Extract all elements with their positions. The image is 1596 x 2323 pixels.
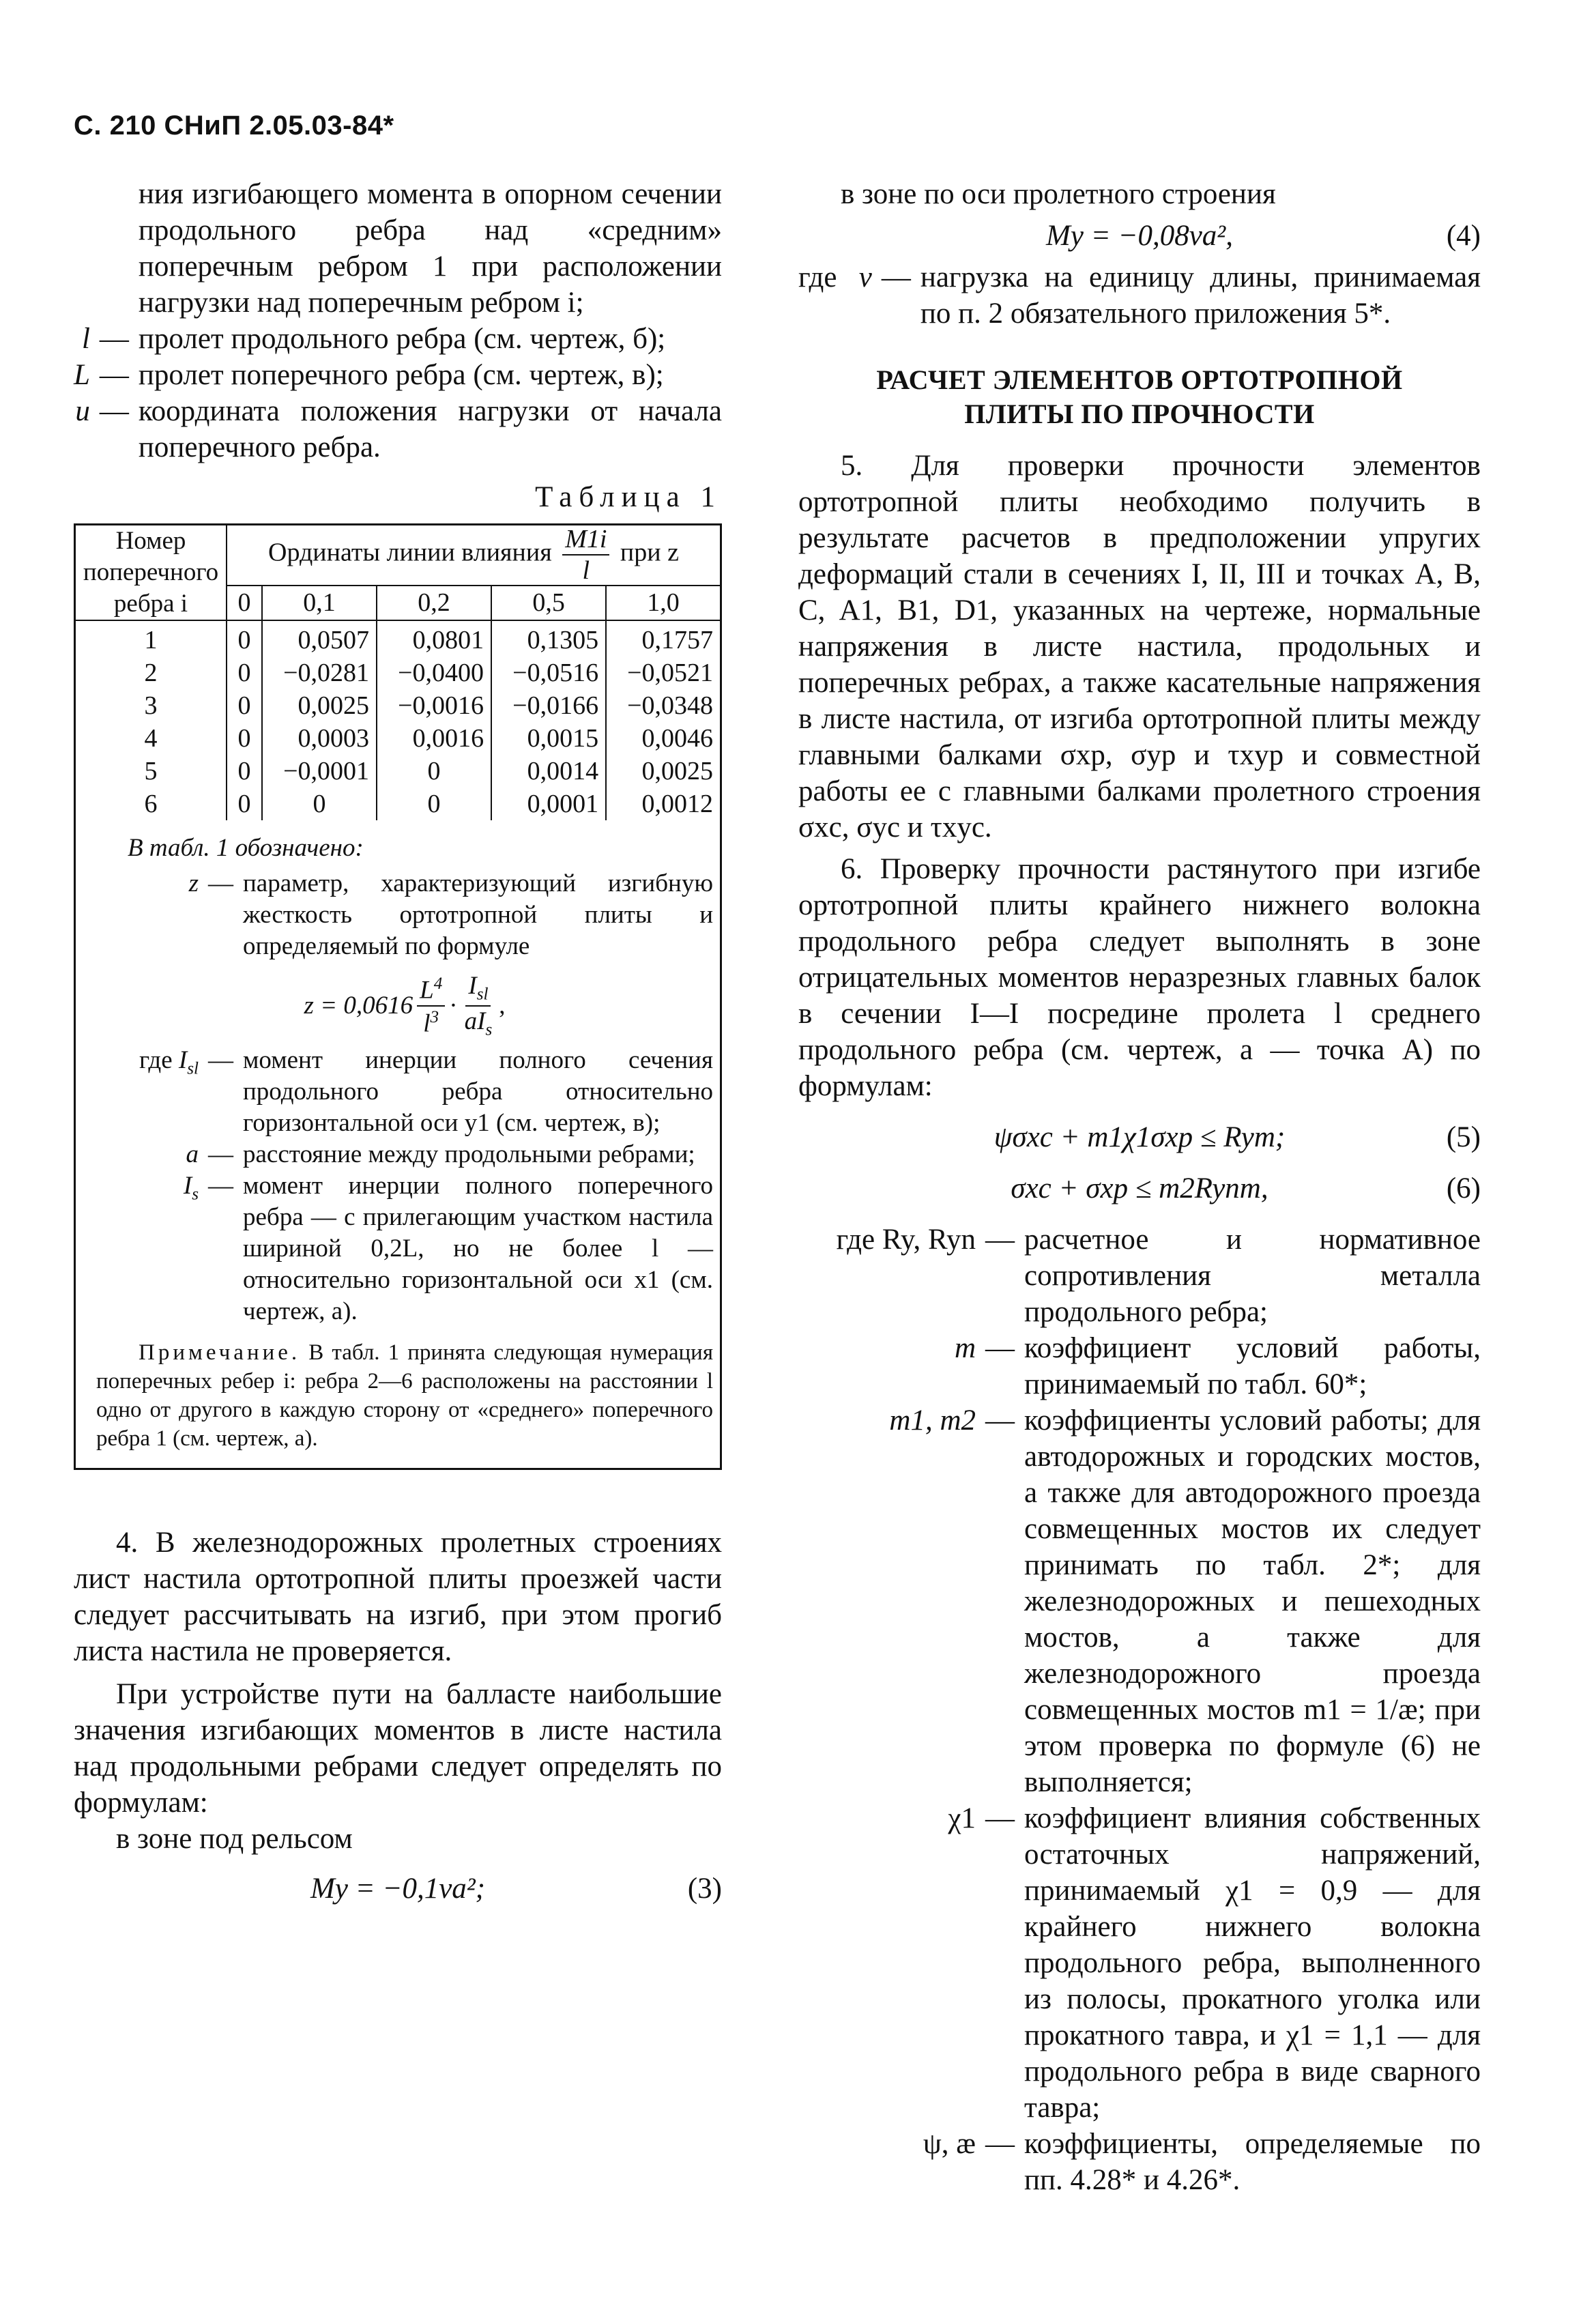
- def-sym-continued: [74, 176, 90, 321]
- def-text-Isl: момент инерции полного сечения продольного ребра относительно горизонтальной оси y1 (см. чертеж, в);: [243, 1046, 713, 1138]
- z-frac-2-den: $aI_s$: [464, 1007, 493, 1039]
- paragraph-6: 6. Проверку прочности растянутого при изгибе ортотропной плиты крайнего нижнего волокна продольного ребра следует выполнять в зоне отрицательных моментов неразрезных главных балок в сечении I—I посредине пролета l среднего продольного ребра (см. чертеж, а — точка A) по формулам:: [798, 853, 1481, 1102]
- def-text-z: параметр, характеризующий изгибную жесткость ортотропной плиты и определяемый по формуле: [243, 869, 713, 960]
- cell: −0,0400: [377, 656, 491, 689]
- z-frac-1: [417, 975, 445, 1036]
- formula-5: [798, 1119, 1481, 1155]
- cell: 0,0016: [377, 722, 491, 755]
- table-row: [76, 722, 720, 755]
- cell: 0,0046: [606, 722, 720, 755]
- cell: 0,0507: [262, 620, 377, 656]
- formula-4-number: (4): [1446, 220, 1481, 252]
- cell: −0,0521: [606, 656, 720, 689]
- cell: 0: [227, 689, 262, 722]
- z-header-3: 0,5: [491, 586, 606, 620]
- def-text-l: пролет продольного ребра (см. чертеж, б);: [138, 323, 666, 355]
- cell: 6: [76, 788, 227, 820]
- def-dash: —: [208, 1046, 233, 1075]
- cell: −0,0348: [606, 689, 720, 722]
- def-dash: —: [99, 395, 129, 427]
- formula-6-expr: σxc + σxp ≤ m2Rynm,: [1011, 1172, 1268, 1204]
- cell: 0: [227, 656, 262, 689]
- z-frac-2: [462, 973, 495, 1038]
- paragraph-5: 5. Для проверки прочности элементов ортотропной плиты необходимо получить в результате расчетов в предположении упругих деформаций стали в сечениях I, II, III и точках A, B, C, A1, B1, D1, указанных на чертеже, нормальные напряжения в листе настила, продольных и поперечных ребрах, а также касательные напряжения в листе настила, от изгиба ортотропной плиты между главными балками σxp, σyp и τxyp и совместной работы ее с главными балками пролетного строения σxc, σyc и τxyc.: [798, 450, 1481, 843]
- cell: 4: [76, 722, 227, 755]
- def-dash: —: [881, 261, 911, 293]
- note-text: В табл. 1 принята следующая нумерация поперечных ребер i: ребра 2—6 расположены на расстоянии l одно от другого в каждую сторону от «среднего» поперечного ребра 1 (см. чертеж, а).: [96, 1340, 713, 1452]
- frac-den: l: [582, 556, 590, 586]
- axis-zone-label: в зоне по оси пролетного строения: [841, 178, 1276, 210]
- def-dash: —: [208, 869, 233, 897]
- def-sym-a: a: [186, 1140, 199, 1169]
- cell: 0,0025: [606, 755, 720, 788]
- def-text-Is: момент инерции полного поперечного ребра — с прилегающим участком настила шириной 0,2L, но не более l — относительно горизонтальной оси x1 (см. чертеж, а).: [243, 1172, 713, 1326]
- z-comma: ,: [499, 991, 506, 1020]
- def-sym-psi: ψ, æ: [923, 2128, 976, 2160]
- def-sym-Is: $I_s$: [183, 1172, 199, 1204]
- def-dash: —: [985, 1332, 1015, 1364]
- z-header-1: 0,1: [262, 586, 377, 620]
- paragraph-4: 4. В железнодорожных пролетных строениях лист настила ортотропной плиты проезжей части следует рассчитывать на изгиб, при этом прогиб листа настила не проверяется.: [74, 1527, 722, 1668]
- def-text-chi1: коэффициент влияния собственных остаточных напряжений, принимаемый χ1 = 0,9 — для крайнего нижнего волокна продольного ребра, выполненного из полосы, прокатного уголка или прокатного тавра, и χ1 = 1,1 — для продольного ребра в виде сварного тавра;: [1024, 1802, 1481, 2124]
- under-rail-label: в зоне под рельсом: [116, 1823, 353, 1856]
- cell: 0,0001: [491, 788, 606, 820]
- formula-5-expr: ψσxc + m1χ1σxp ≤ Rym;: [993, 1121, 1286, 1153]
- z-formula-lead: z = 0,0616: [304, 991, 413, 1020]
- table-row: [76, 656, 720, 689]
- z-frac-1-num: $L^4$: [417, 975, 445, 1006]
- paragraph-ballast: При устройстве пути на балласте наибольшие значения изгибающих моментов в листе настила над продольными ребрами следует определять по формулам:: [74, 1678, 722, 1819]
- cell: 0: [377, 788, 491, 820]
- z-frac-1-den: $l^3$: [423, 1007, 439, 1037]
- table-row: [76, 788, 720, 820]
- def-text-m1-m2: коэффициенты условий работы; для автодорожных и городских мостов, а также для автодорожного проезда совмещенных мостов их следует принимать по табл. 2*; для железнодорожных и пешеходных мостов, а также для железнодорожного проезда совмещенных мостов m1 = 1/æ; при этом проверка по формуле (6) не выполняется;: [1024, 1404, 1481, 1798]
- def-dash: —: [985, 2128, 1015, 2160]
- def-sym-v: где v: [798, 261, 872, 293]
- table-body: [76, 620, 720, 820]
- section-heading: РАСЧЕТ ЭЛЕМЕНТОВ ОРТОТРОПНОЙ ПЛИТЫ ПО ПРОЧНОСТИ: [876, 364, 1403, 429]
- cell: 0,0801: [377, 620, 491, 656]
- right-column: [798, 176, 1481, 2198]
- z-frac-2-num: $I_{sl}$: [465, 973, 491, 1007]
- formula-4: [798, 218, 1481, 254]
- influence-fraction: [562, 525, 609, 586]
- top-definitions: [74, 176, 722, 465]
- def-sym-l: l: [81, 323, 90, 355]
- def-dash: —: [985, 1802, 1015, 1834]
- table-1-box: [74, 523, 722, 1470]
- def-sym-chi1: χ1: [948, 1802, 976, 1834]
- z-definition: [96, 868, 713, 962]
- def-dash: —: [985, 1404, 1015, 1437]
- cell: −0,0001: [262, 755, 377, 788]
- notation-block: [76, 868, 720, 1453]
- cell: 0: [377, 755, 491, 788]
- cell: −0,0516: [491, 656, 606, 689]
- cell: 0: [227, 788, 262, 820]
- def-sym-m1-m2: m1, m2: [889, 1404, 976, 1437]
- group-header-text: Ординаты линии влияния: [268, 538, 552, 567]
- def-dash: —: [208, 1140, 233, 1169]
- def-sym-u: u: [75, 395, 90, 427]
- formula-5-number: (5): [1446, 1121, 1481, 1153]
- formula-3-expr: My = −0,1va²;: [310, 1873, 485, 1905]
- table-row: [76, 620, 720, 656]
- cell: 0,0003: [262, 722, 377, 755]
- cell: 0,0012: [606, 788, 720, 820]
- v-definition: [798, 259, 1481, 332]
- def-text-L: пролет поперечного ребра (см. чертеж, в);: [138, 359, 664, 391]
- left-column: [74, 176, 722, 1916]
- table-col-header-rib: Номер поперечного ребра i: [76, 525, 227, 620]
- cell: −0,0281: [262, 656, 377, 689]
- def-sym-z: z: [188, 869, 199, 897]
- cell: 2: [76, 656, 227, 689]
- formula-6: [798, 1170, 1481, 1207]
- z-header-2: 0,2: [377, 586, 491, 620]
- cell: 1: [76, 620, 227, 656]
- cell: 0: [262, 788, 377, 820]
- def-sym-Ry: где Ry, Ryn: [836, 1224, 976, 1256]
- def-dash: —: [208, 1172, 233, 1200]
- table-row: [76, 755, 720, 788]
- notation-intro: В табл. 1 обозначено:: [128, 834, 364, 862]
- cell: 3: [76, 689, 227, 722]
- formula-4-expr: My = −0,08va²,: [1046, 220, 1233, 252]
- z-header-4: 1,0: [606, 586, 720, 620]
- cell: 0,0014: [491, 755, 606, 788]
- def-dash: [100, 176, 129, 321]
- table-note: [96, 1338, 713, 1453]
- cell: −0,0016: [377, 689, 491, 722]
- frac-num: M1i: [562, 526, 609, 556]
- formula-6-number: (6): [1446, 1172, 1481, 1204]
- cell: 0: [227, 722, 262, 755]
- z-mul: ·: [449, 991, 458, 1020]
- z-variable-defs: [78, 1045, 713, 1327]
- formula-6-definitions: [798, 1222, 1481, 2198]
- def-text-continued: ния изгибающего момента в опорном сечении продольного ребра над «средним» поперечным ребром 1 при расположении нагрузки над поперечным ребром i;: [138, 178, 722, 319]
- cell: 0: [227, 620, 262, 656]
- table-group-header: [227, 525, 720, 586]
- table-title: Таблица 1: [535, 481, 722, 513]
- note-label: Примечание.: [139, 1340, 301, 1366]
- def-dash: —: [99, 323, 129, 355]
- cell: 5: [76, 755, 227, 788]
- def-sym-m: m: [954, 1332, 976, 1364]
- table-row: [76, 689, 720, 722]
- cell: 0,1757: [606, 620, 720, 656]
- def-text-v: нагрузка на единицу длины, принимаемая по п. 2 обязательного приложения 5*.: [920, 261, 1481, 330]
- def-text-Ry: расчетное и нормативное сопротивления металла продольного ребра;: [1024, 1224, 1481, 1328]
- def-text-a: расстояние между продольными ребрами;: [243, 1140, 695, 1169]
- def-sym-L: L: [74, 359, 90, 391]
- where-label: где: [139, 1046, 173, 1075]
- cell: −0,0166: [491, 689, 606, 722]
- def-text-m: коэффициент условий работы, принимаемый по табл. 60*;: [1024, 1332, 1481, 1400]
- table-1: [76, 525, 720, 820]
- page-header: С. 210 СНиП 2.05.03-84*: [74, 111, 394, 141]
- def-dash: —: [99, 359, 129, 391]
- cell: 0,0015: [491, 722, 606, 755]
- cell: 0,0025: [262, 689, 377, 722]
- def-text-u: координата положения нагрузки от начала поперечного ребра.: [138, 395, 722, 463]
- def-sym-Isl: где $I_{sl}$: [139, 1046, 199, 1078]
- z-formula: [96, 973, 713, 1038]
- group-header-suffix: при z: [620, 538, 679, 567]
- z-header-0: 0: [227, 586, 262, 620]
- cell: 0,1305: [491, 620, 606, 656]
- formula-3-number: (3): [687, 1873, 722, 1905]
- cell: 0: [227, 755, 262, 788]
- def-text-psi: коэффициенты, определяемые по пп. 4.28* и 4.26*.: [1024, 2128, 1481, 2196]
- formula-3: [74, 1871, 722, 1907]
- def-dash: —: [985, 1224, 1015, 1256]
